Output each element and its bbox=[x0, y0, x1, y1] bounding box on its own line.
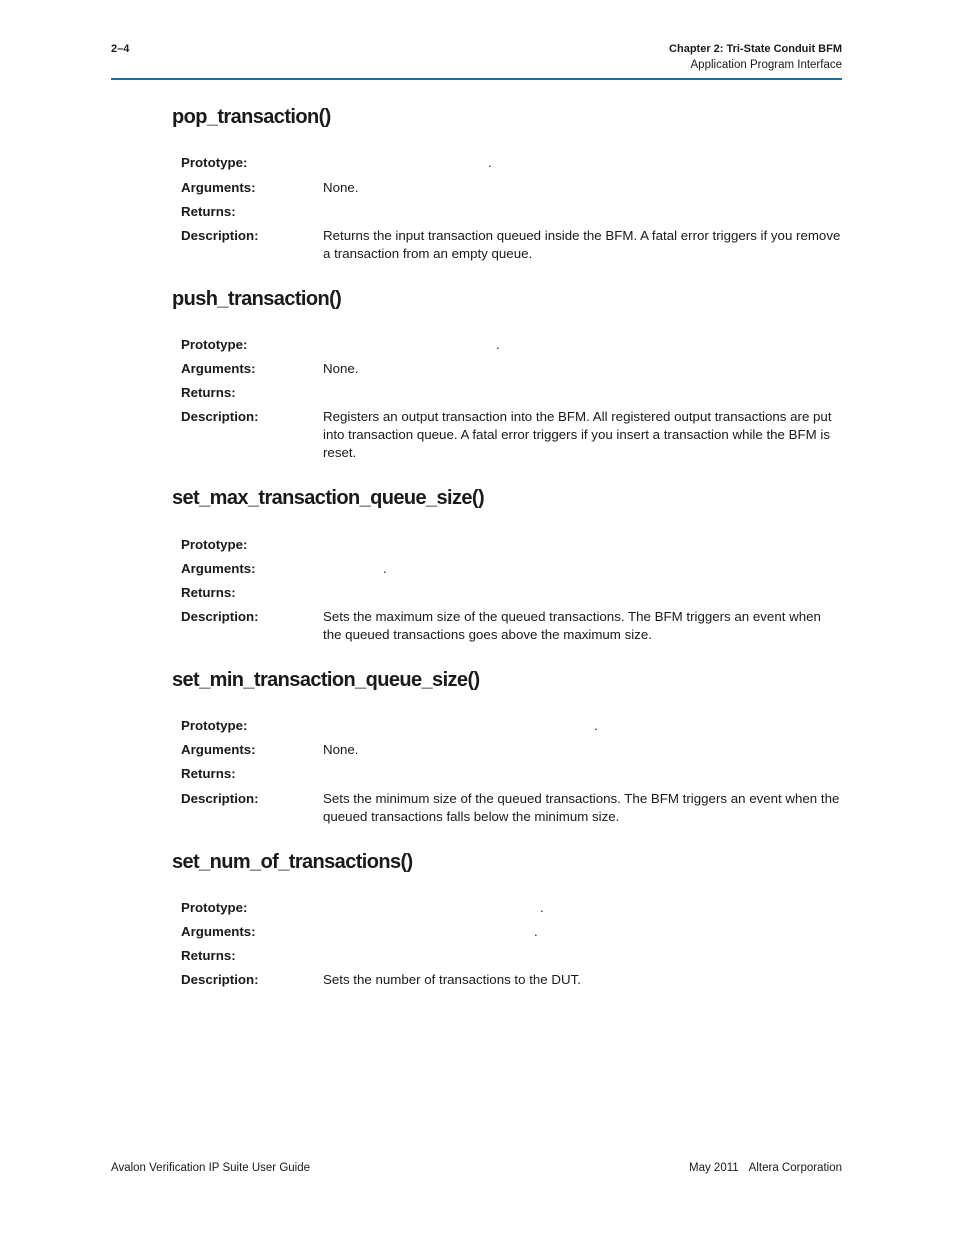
prototype-value: . bbox=[496, 337, 500, 352]
returns-label: Returns: bbox=[181, 585, 236, 600]
arguments-label: Arguments: bbox=[181, 924, 256, 939]
section-title-set-num-of-transactions: set_num_of_transactions() bbox=[172, 851, 413, 873]
arguments-value: . bbox=[534, 924, 538, 939]
prototype-label: Prototype: bbox=[181, 537, 248, 552]
section-title-set-min-transaction-queue-size: set_min_transaction_queue_size() bbox=[172, 669, 480, 691]
arguments-value: None. bbox=[323, 361, 359, 376]
returns-label: Returns: bbox=[181, 948, 236, 963]
arguments-label: Arguments: bbox=[181, 180, 256, 195]
prototype-value: . bbox=[594, 718, 598, 733]
page-number: 2–4 bbox=[111, 43, 130, 55]
prototype-label: Prototype: bbox=[181, 900, 248, 915]
prototype-value: . bbox=[540, 900, 544, 915]
footer-guide-title: Avalon Verification IP Suite User Guide bbox=[111, 1162, 311, 1174]
returns-label: Returns: bbox=[181, 385, 236, 400]
section-subtitle: Application Program Interface bbox=[690, 59, 842, 71]
prototype-label: Prototype: bbox=[181, 155, 248, 170]
description-label: Description: bbox=[181, 609, 259, 624]
section-title-pop-transaction: pop_transaction() bbox=[172, 106, 331, 128]
chapter-title: Chapter 2: Tri-State Conduit BFM bbox=[669, 43, 842, 55]
footer-meta bbox=[689, 1162, 842, 1174]
description-label: Description: bbox=[181, 228, 259, 243]
prototype-value: . bbox=[488, 155, 492, 170]
page-header bbox=[111, 42, 842, 80]
prototype-label: Prototype: bbox=[181, 337, 248, 352]
description-value: Sets the minimum size of the queued transactions. The BFM triggers an event when the queued transactions falls below the minimum size. bbox=[323, 791, 840, 824]
description-label: Description: bbox=[181, 972, 259, 987]
arguments-value: None. bbox=[323, 742, 359, 757]
arguments-label: Arguments: bbox=[181, 742, 256, 757]
section-title-set-max-transaction-queue-size: set_max_transaction_queue_size() bbox=[172, 487, 485, 509]
description-value: Returns the input transaction queued inside the BFM. A fatal error triggers if you remove a transaction from an empty queue. bbox=[323, 228, 841, 261]
footer-date: May 2011 bbox=[689, 1162, 739, 1174]
arguments-value: . bbox=[383, 561, 387, 576]
description-value: Sets the number of transactions to the DUT. bbox=[323, 972, 581, 987]
arguments-label: Arguments: bbox=[181, 561, 256, 576]
footer-company: Altera Corporation bbox=[748, 1162, 842, 1174]
returns-label: Returns: bbox=[181, 204, 236, 219]
arguments-value: None. bbox=[323, 180, 359, 195]
section-title-push-transaction: push_transaction() bbox=[172, 288, 342, 310]
returns-label: Returns: bbox=[181, 766, 236, 781]
description-label: Description: bbox=[181, 409, 259, 424]
description-value: Sets the maximum size of the queued transactions. The BFM triggers an event when the queued transactions goes above the maximum size. bbox=[323, 609, 821, 642]
prototype-label: Prototype: bbox=[181, 718, 248, 733]
description-label: Description: bbox=[181, 791, 259, 806]
description-value: Registers an output transaction into the BFM. All registered output transactions are put into transaction queue. A fatal error triggers if you insert a transaction while the BFM is reset. bbox=[323, 409, 832, 460]
arguments-label: Arguments: bbox=[181, 361, 256, 376]
